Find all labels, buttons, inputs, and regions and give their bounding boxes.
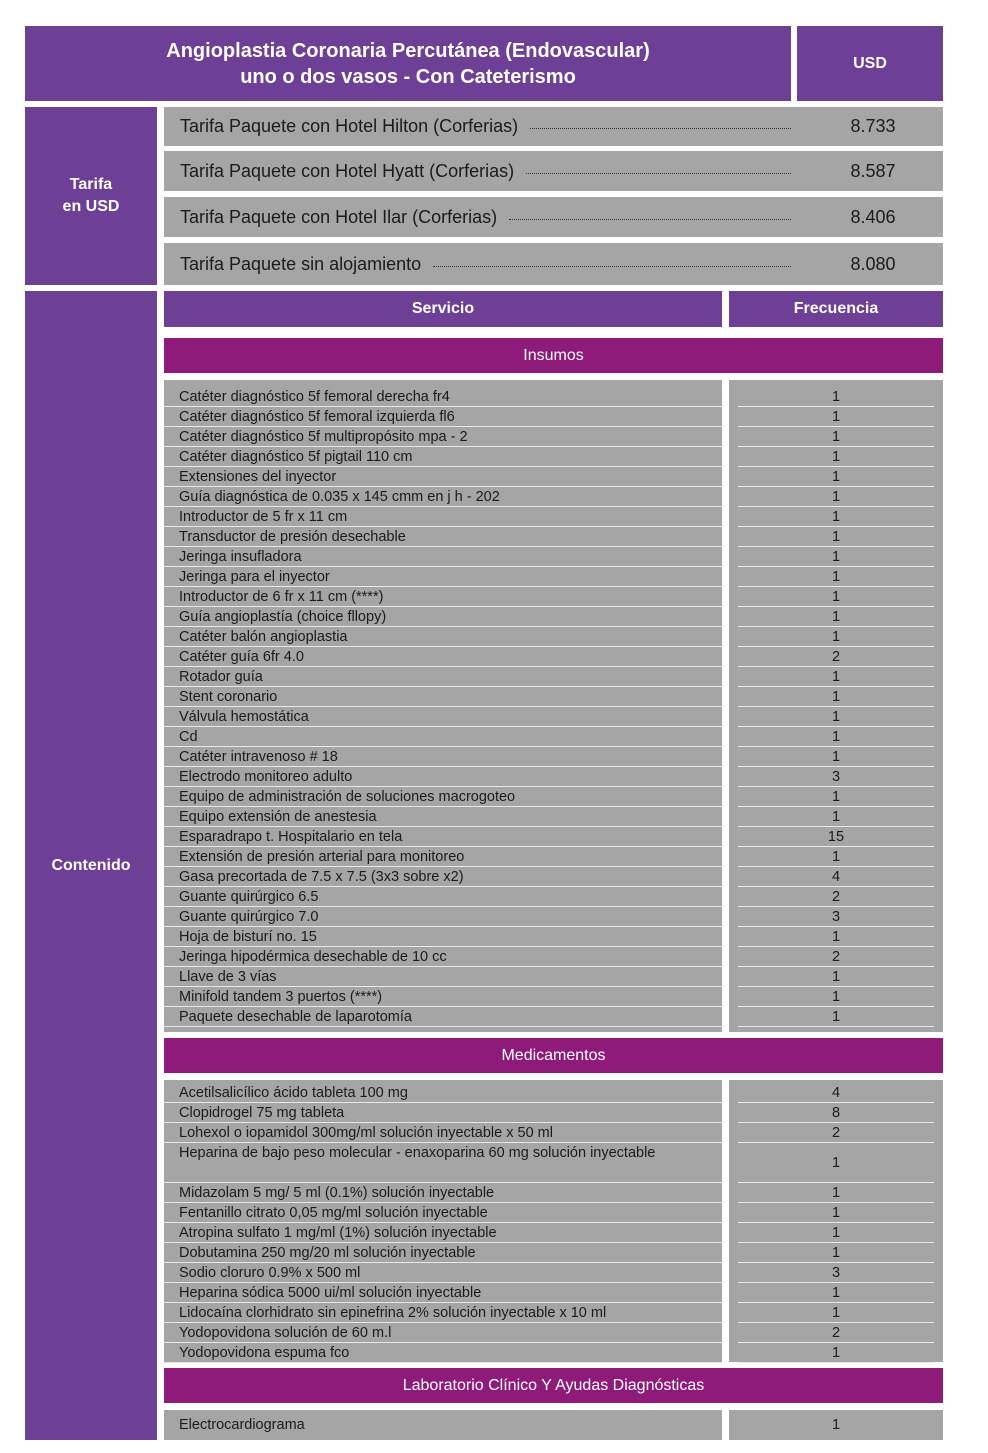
item-frequency: 4 xyxy=(831,869,841,885)
item-name: Extensiones del inyector xyxy=(179,469,337,485)
item-name: Rotador guía xyxy=(179,669,263,685)
dot-leader xyxy=(530,128,791,129)
item-name: Catéter intravenoso # 18 xyxy=(179,749,338,765)
price-value: 8.080 xyxy=(850,253,896,274)
item-name: Equipo extensión de anestesia xyxy=(179,809,377,825)
dot-leader xyxy=(509,219,791,220)
item-frequency: 4 xyxy=(831,1085,841,1101)
list-item xyxy=(164,707,943,727)
item-name: Dobutamina 250 mg/20 ml solución inyectable xyxy=(179,1245,476,1261)
title-line-2: uno o dos vasos - Con Cateterismo xyxy=(240,65,576,88)
item-name: Catéter diagnóstico 5f pigtail 110 cm xyxy=(179,449,413,465)
item-frequency: 1 xyxy=(831,509,841,525)
insumos-list xyxy=(164,380,943,1032)
item-frequency: 2 xyxy=(831,649,841,665)
row-divider xyxy=(164,1026,722,1027)
item-frequency: 1 xyxy=(831,1417,841,1433)
page-title xyxy=(25,26,791,101)
item-name: Midazolam 5 mg/ 5 ml (0.1%) solución inyectable xyxy=(179,1185,495,1201)
list-item xyxy=(164,1183,943,1203)
laboratorio-list xyxy=(164,1410,943,1440)
item-name: Hoja de bisturí no. 15 xyxy=(179,929,317,945)
item-frequency: 1 xyxy=(831,1345,841,1361)
item-frequency: 1 xyxy=(831,569,841,585)
price-row-hilton xyxy=(164,107,943,146)
item-frequency: 1 xyxy=(831,629,841,645)
list-item xyxy=(164,887,943,907)
list-item xyxy=(164,467,943,487)
list-item xyxy=(164,1103,943,1123)
list-item xyxy=(164,647,943,667)
item-name: Guía diagnóstica de 0.035 x 145 cmm en j h - 202 xyxy=(179,489,500,505)
item-frequency: 1 xyxy=(831,1155,841,1171)
list-item xyxy=(164,767,943,787)
column-header-frecuencia: Frecuencia xyxy=(729,291,943,327)
item-frequency: 1 xyxy=(831,449,841,465)
list-item xyxy=(164,967,943,987)
item-frequency: 15 xyxy=(827,829,845,845)
item-name: Jeringa insufladora xyxy=(179,549,302,565)
item-name: Acetilsalicílico ácido tableta 100 mg xyxy=(179,1085,408,1101)
list-item xyxy=(164,1243,943,1263)
list-item xyxy=(164,407,943,427)
list-item xyxy=(164,1083,943,1103)
list-item xyxy=(164,427,943,447)
item-name: Lidocaína clorhidrato sin epinefrina 2% solución inyectable x 10 ml xyxy=(179,1305,607,1321)
price-label: Tarifa Paquete con Hotel Hyatt (Corferias) xyxy=(180,160,515,181)
item-frequency: 1 xyxy=(831,669,841,685)
list-item xyxy=(164,727,943,747)
item-name: Catéter diagnóstico 5f femoral izquierda fl6 xyxy=(179,409,455,425)
list-item xyxy=(164,487,943,507)
item-name: Catéter diagnóstico 5f multipropósito mpa - 2 xyxy=(179,429,468,445)
list-item xyxy=(164,1143,943,1183)
item-frequency: 1 xyxy=(831,729,841,745)
row-divider xyxy=(164,1362,722,1363)
price-label: Tarifa Paquete con Hotel Hilton (Corferias) xyxy=(180,116,519,136)
item-frequency: 1 xyxy=(831,749,841,765)
item-frequency: 3 xyxy=(831,769,841,785)
price-row-ilar xyxy=(164,197,943,237)
price-label: Tarifa Paquete sin alojamiento xyxy=(180,253,422,274)
item-name: Introductor de 5 fr x 11 cm xyxy=(179,509,348,525)
item-name: Yodopovidona espuma fco xyxy=(179,1345,350,1361)
item-name: Yodopovidona solución de 60 m.l xyxy=(179,1325,392,1341)
item-name: Heparina sódica 5000 ui/ml solución inyectable xyxy=(179,1285,482,1301)
item-name: Fentanillo citrato 0,05 mg/ml solución inyectable xyxy=(179,1205,488,1221)
list-item xyxy=(164,527,943,547)
item-frequency: 1 xyxy=(831,609,841,625)
item-name: Válvula hemostática xyxy=(179,709,309,725)
currency-header: USD xyxy=(797,26,943,101)
item-frequency: 1 xyxy=(831,989,841,1005)
tarifa-label-line-2: en USD xyxy=(62,198,120,215)
item-name: Extensión de presión arterial para monitoreo xyxy=(179,849,465,865)
item-frequency: 1 xyxy=(831,489,841,505)
item-name: Lohexol o iopamidol 300mg/ml solución inyectable x 50 ml xyxy=(179,1125,553,1141)
item-frequency: 1 xyxy=(831,1305,841,1321)
item-name: Electrocardiograma xyxy=(179,1417,305,1433)
list-item xyxy=(164,627,943,647)
item-frequency: 1 xyxy=(831,709,841,725)
item-frequency: 1 xyxy=(831,429,841,445)
item-frequency: 3 xyxy=(831,1265,841,1281)
item-frequency: 1 xyxy=(831,929,841,945)
list-item xyxy=(164,867,943,887)
item-name: Catéter guía 6fr 4.0 xyxy=(179,649,304,665)
item-name: Catéter diagnóstico 5f femoral derecha fr4 xyxy=(179,389,450,405)
list-item xyxy=(164,547,943,567)
price-label: Tarifa Paquete con Hotel Ilar (Corferias) xyxy=(180,206,498,227)
item-frequency: 1 xyxy=(831,969,841,985)
item-name: Atropina sulfato 1 mg/ml (1%) solución inyectable xyxy=(179,1225,497,1241)
item-name: Heparina de bajo peso molecular - enaxoparina 60 mg solución inyectable xyxy=(179,1145,656,1161)
item-frequency: 1 xyxy=(831,469,841,485)
column-header-servicio: Servicio xyxy=(164,291,722,327)
list-item xyxy=(164,787,943,807)
item-frequency: 3 xyxy=(831,909,841,925)
item-name: Stent coronario xyxy=(179,689,278,705)
price-value: 8.587 xyxy=(850,160,896,181)
item-name: Electrodo monitoreo adulto xyxy=(179,769,353,785)
list-item xyxy=(164,827,943,847)
item-name: Esparadrapo t. Hospitalario en tela xyxy=(179,829,403,845)
price-row-hyatt xyxy=(164,151,943,191)
list-item xyxy=(164,387,943,407)
item-frequency: 2 xyxy=(831,1125,841,1141)
list-item xyxy=(164,507,943,527)
list-item xyxy=(164,1123,943,1143)
item-name: Sodio cloruro 0.9% x 500 ml xyxy=(179,1265,361,1281)
item-name: Equipo de administración de soluciones macrogoteo xyxy=(179,789,516,805)
list-item xyxy=(164,1343,943,1363)
price-value: 8.733 xyxy=(850,116,896,136)
list-item xyxy=(164,747,943,767)
item-frequency: 1 xyxy=(831,549,841,565)
row-divider xyxy=(738,1026,934,1027)
price-value: 8.406 xyxy=(850,206,896,227)
item-frequency: 1 xyxy=(831,849,841,865)
item-name: Cd xyxy=(179,729,198,745)
list-item xyxy=(164,567,943,587)
item-frequency: 1 xyxy=(831,1225,841,1241)
item-frequency: 1 xyxy=(831,589,841,605)
item-name: Guante quirúrgico 6.5 xyxy=(179,889,319,905)
item-name: Gasa precortada de 7.5 x 7.5 (3x3 sobre x2) xyxy=(179,869,464,885)
dot-leader xyxy=(433,266,791,267)
item-frequency: 2 xyxy=(831,949,841,965)
item-name: Guía angioplastía (choice fllopy) xyxy=(179,609,387,625)
section-header-laboratorio: Laboratorio Clínico Y Ayudas Diagnósticas xyxy=(164,1368,943,1403)
list-item xyxy=(164,1263,943,1283)
section-header-insumos: Insumos xyxy=(164,338,943,373)
medicamentos-list xyxy=(164,1080,943,1362)
item-name: Catéter balón angioplastia xyxy=(179,629,348,645)
list-item xyxy=(164,1283,943,1303)
list-item xyxy=(164,1323,943,1343)
contenido-label: Contenido xyxy=(25,291,157,1440)
item-frequency: 1 xyxy=(831,689,841,705)
row-divider xyxy=(738,1362,934,1363)
list-item xyxy=(164,807,943,827)
list-item xyxy=(164,847,943,867)
tarifa-label-line-1: Tarifa xyxy=(69,176,113,193)
list-item xyxy=(164,907,943,927)
list-item xyxy=(164,607,943,627)
item-name: Transductor de presión desechable xyxy=(179,529,406,545)
item-frequency: 8 xyxy=(831,1105,841,1121)
item-name: Jeringa hipodérmica desechable de 10 cc xyxy=(179,949,447,965)
item-frequency: 1 xyxy=(831,1185,841,1201)
item-name: Guante quirúrgico 7.0 xyxy=(179,909,319,925)
list-item xyxy=(164,1203,943,1223)
item-frequency: 1 xyxy=(831,1009,841,1025)
item-frequency: 1 xyxy=(831,409,841,425)
item-frequency: 1 xyxy=(831,1205,841,1221)
list-item xyxy=(164,667,943,687)
section-header-medicamentos: Medicamentos xyxy=(164,1038,943,1073)
item-name: Paquete desechable de laparotomía xyxy=(179,1009,412,1025)
list-item xyxy=(164,1223,943,1243)
tarifa-label xyxy=(25,107,157,285)
list-item xyxy=(164,1415,943,1435)
item-frequency: 1 xyxy=(831,809,841,825)
item-name: Introductor de 6 fr x 11 cm (****) xyxy=(179,589,384,605)
list-item xyxy=(164,1007,943,1027)
list-item xyxy=(164,947,943,967)
price-row-sin-alojamiento xyxy=(164,243,943,285)
list-item xyxy=(164,927,943,947)
item-frequency: 1 xyxy=(831,1245,841,1261)
list-item xyxy=(164,587,943,607)
list-item xyxy=(164,687,943,707)
item-frequency: 1 xyxy=(831,1285,841,1301)
list-item xyxy=(164,987,943,1007)
title-line-1: Angioplastia Coronaria Percutánea (Endovascular) xyxy=(166,39,650,62)
item-frequency: 1 xyxy=(831,789,841,805)
list-item xyxy=(164,447,943,467)
item-frequency: 2 xyxy=(831,889,841,905)
item-frequency: 1 xyxy=(831,389,841,405)
item-frequency: 2 xyxy=(831,1325,841,1341)
item-name: Jeringa para el inyector xyxy=(179,569,330,585)
item-frequency: 1 xyxy=(831,529,841,545)
item-name: Clopidrogel 75 mg tableta xyxy=(179,1105,345,1121)
item-name: Llave de 3 vías xyxy=(179,969,277,985)
dot-leader xyxy=(526,173,791,174)
item-name: Minifold tandem 3 puertos (****) xyxy=(179,989,383,1005)
list-item xyxy=(164,1303,943,1323)
